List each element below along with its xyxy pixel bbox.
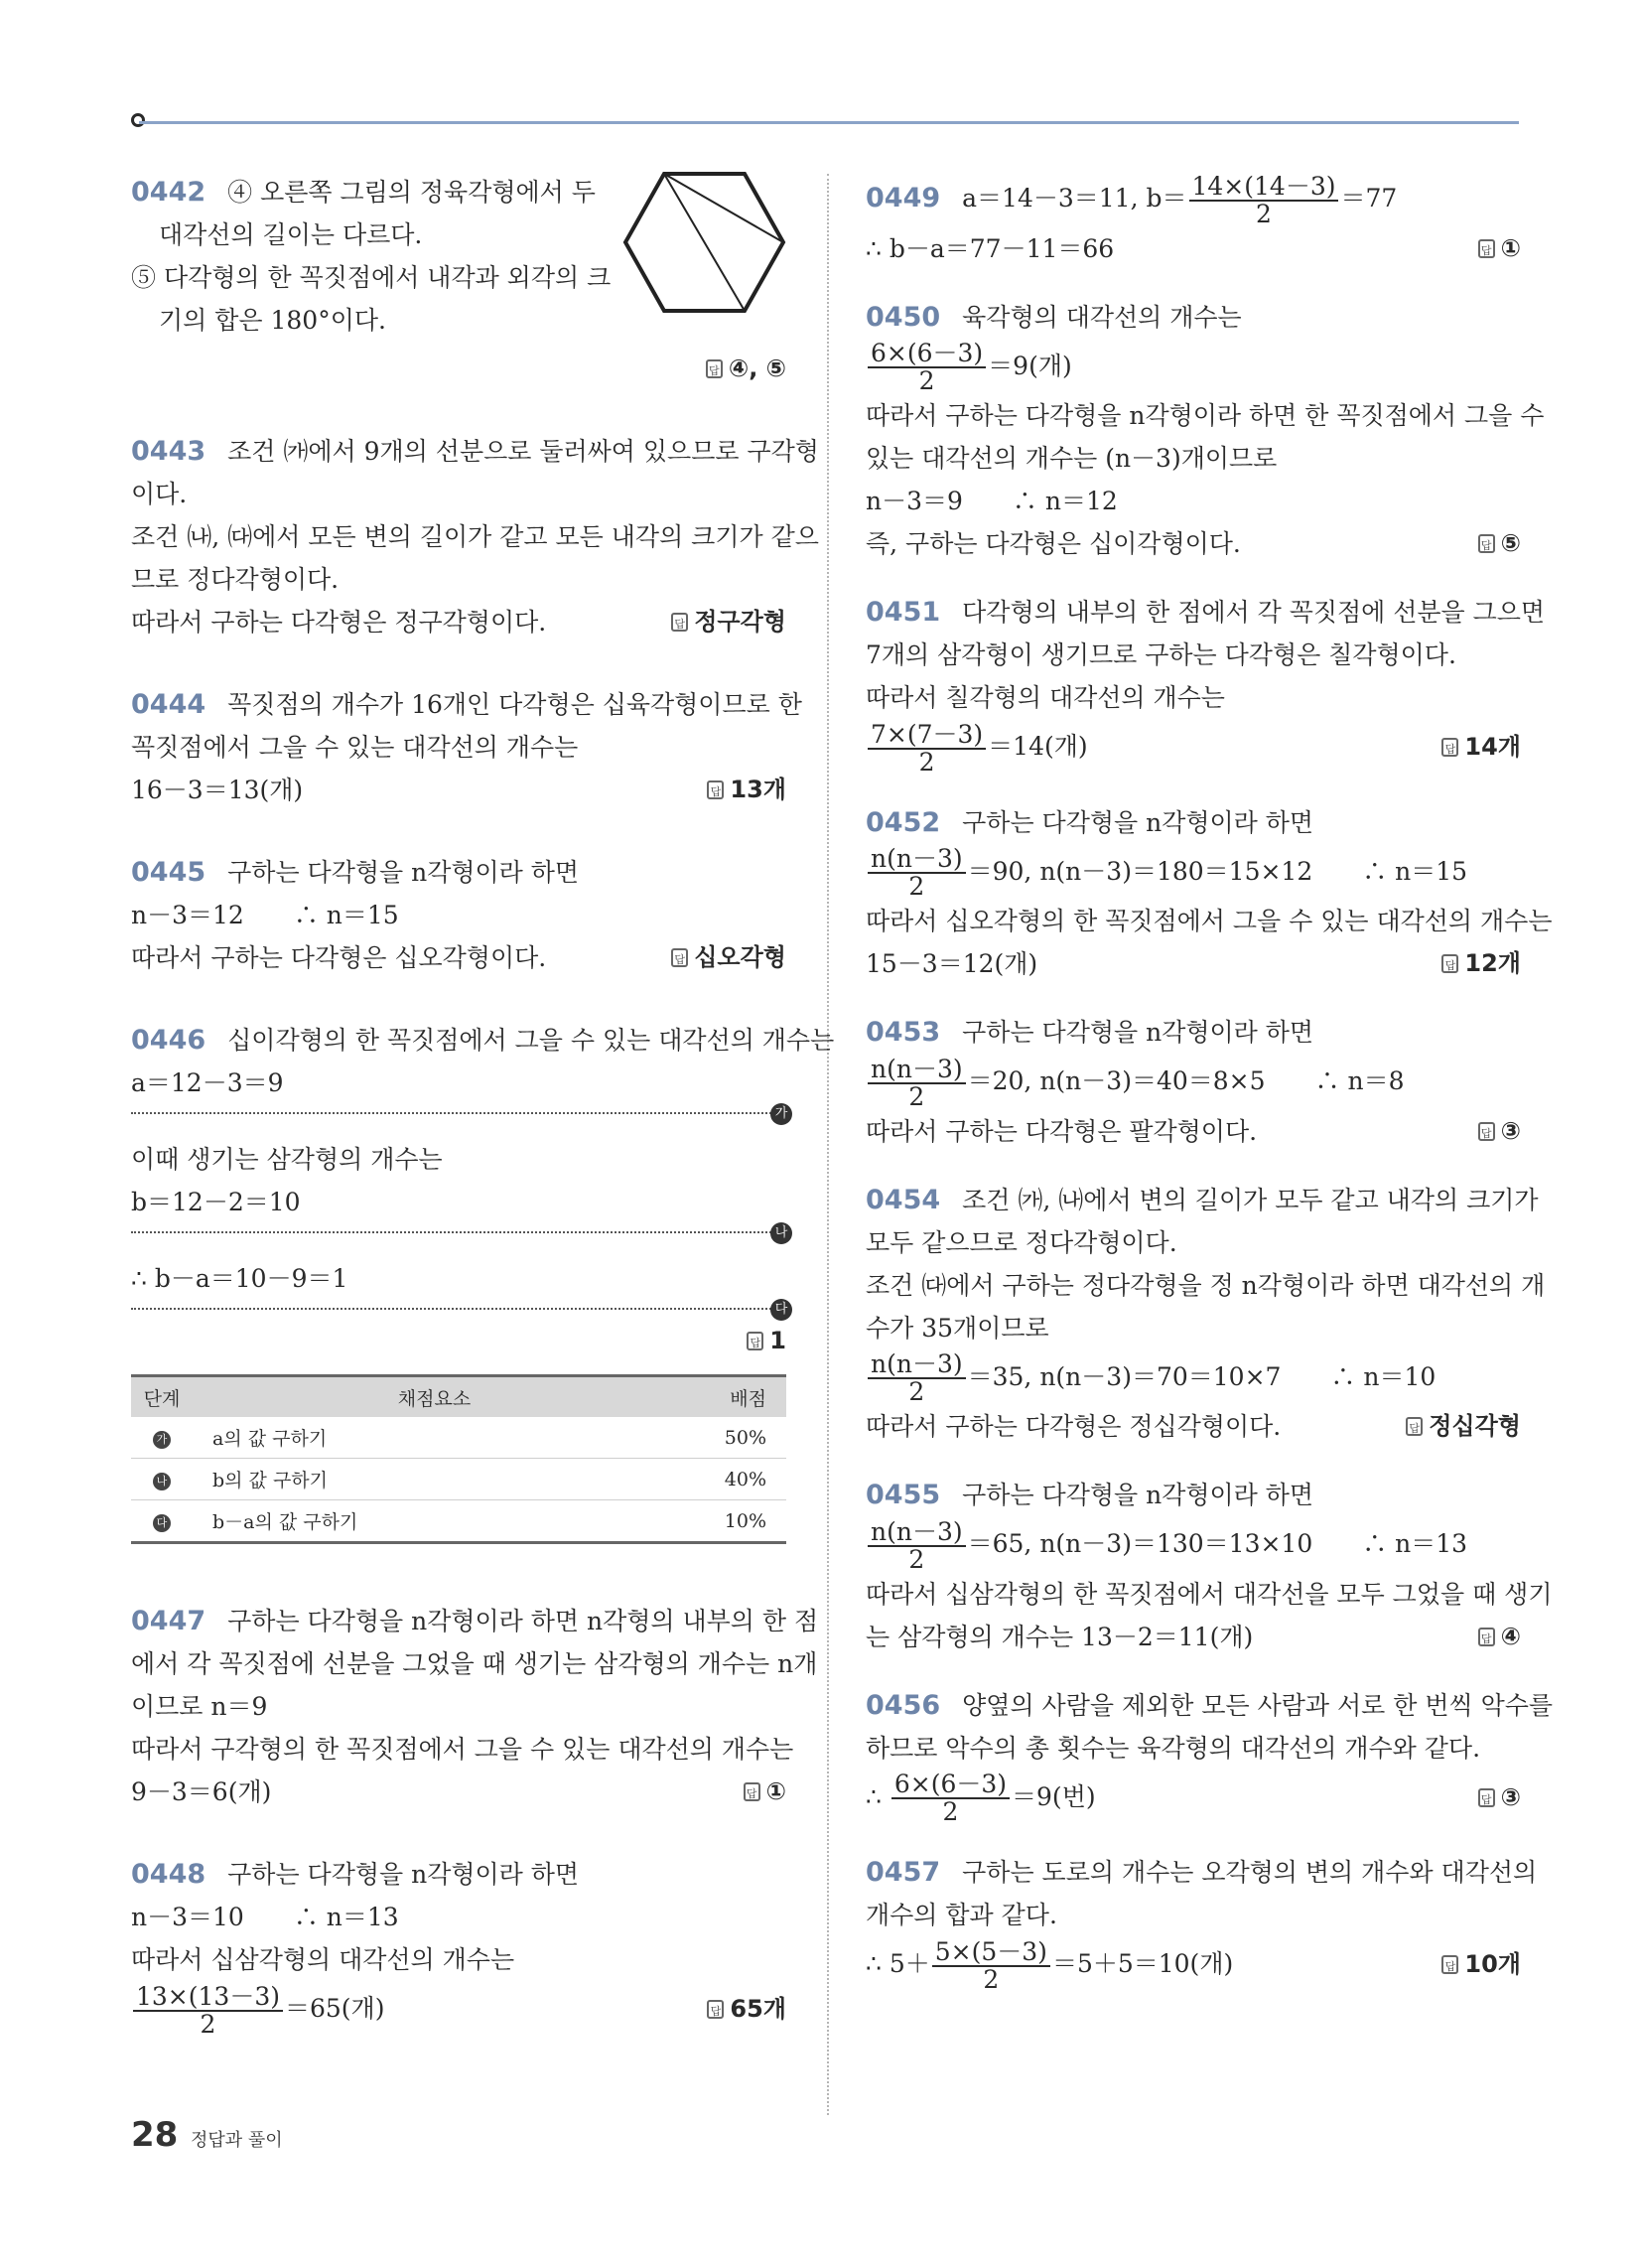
answer-icon: 답: [671, 948, 688, 967]
table-row: [131, 1417, 786, 1459]
answer-icon: 답: [1441, 1955, 1458, 1974]
text-line: 9－3＝6(개): [131, 1777, 272, 1806]
text-line: 모두 같으므로 정다각형이다.: [866, 1227, 1177, 1257]
text-line: 수가 35개이므로: [866, 1313, 1049, 1343]
problem-number: 0445: [131, 857, 206, 888]
answer-icon: 답: [1478, 1122, 1495, 1141]
text-line: 따라서 구하는 다각형은 팔각형이다.: [866, 1116, 1258, 1146]
text-line: 16－3＝13(개): [131, 776, 304, 804]
answer-value: 12개: [1464, 949, 1521, 977]
table-cell: 40%: [676, 1459, 786, 1500]
equation-text: ＝9(개): [988, 351, 1072, 380]
text-line: 구하는 다각형을 n각형이라 하면 n각형의 내부의 한 점: [227, 1607, 819, 1635]
text-line: 구하는 다각형을 n각형이라 하면: [962, 1481, 1314, 1509]
step-divider: [131, 1082, 788, 1121]
equation-text: ∴ 5＋: [866, 1949, 930, 1978]
answer-value: ⑤: [1500, 529, 1521, 557]
answer: [1478, 1770, 1521, 1825]
text-line: 따라서 구하는 다각형은 정구각형이다.: [131, 608, 547, 637]
text-line: 는 삼각형의 개수는 13－2＝11(개): [866, 1622, 1254, 1651]
problem-0449: [866, 171, 1521, 270]
text-line: 이때 생기는 삼각형의 개수는: [131, 1145, 443, 1174]
problem-0455: [866, 1474, 1553, 1658]
step-badge: 나: [153, 1473, 171, 1490]
fraction: [1189, 171, 1339, 228]
text-line: 15－3＝12(개): [866, 949, 1038, 978]
step-badge: 다: [770, 1299, 792, 1321]
answer-value: 정십각형: [1429, 1412, 1521, 1440]
answer: [1441, 719, 1521, 775]
fraction: [868, 1516, 966, 1574]
equation-text: ＝35, n(n－3)＝70＝10×7 ∴ n＝10: [967, 1361, 1437, 1391]
problem-0444: [131, 683, 802, 811]
answer: [1406, 1405, 1521, 1448]
text-line: 따라서 구각형의 한 꼭짓점에서 그을 수 있는 대각선의 개수는: [131, 1735, 794, 1764]
problem-number: 0450: [866, 301, 941, 333]
equation-text: ＝9(번): [1012, 1781, 1096, 1811]
problem-number: 0455: [866, 1480, 941, 1510]
problem-number: 0457: [866, 1857, 941, 1888]
answer-value: ③: [1500, 1782, 1521, 1811]
problem-0454: [866, 1179, 1546, 1449]
answer-value: ④, ⑤: [728, 354, 786, 382]
problem-number: 0444: [131, 689, 206, 720]
problem-0457: [866, 1851, 1538, 1994]
denominator: 2: [1256, 199, 1272, 228]
numerator: n(n－3): [868, 846, 966, 874]
equation-text: ＝77: [1340, 184, 1398, 213]
text-line: 에서 각 꼭짓점에 선분을 그었을 때 생기는 삼각형의 개수는 n개: [131, 1649, 818, 1678]
answer-value: ④: [1500, 1622, 1521, 1650]
denominator: 2: [908, 1377, 925, 1406]
answer: [1441, 942, 1521, 985]
text-line: 다각형의 내부의 한 점에서 각 꼭짓점에 선분을 그으면: [962, 598, 1546, 627]
problem-0453: [866, 1011, 1521, 1153]
equation-text: a＝14－3＝11, b＝: [962, 184, 1187, 213]
equation-text: ＝20, n(n－3)＝40＝8×5 ∴ n＝8: [967, 1066, 1405, 1095]
answer-icon: 답: [744, 1782, 760, 1801]
text-line: 따라서 구하는 다각형은 정십각형이다.: [866, 1412, 1282, 1441]
answer-icon: 답: [707, 780, 724, 799]
problem-0448: [131, 1853, 786, 2038]
grading-table: [131, 1374, 786, 1544]
table-cell: 10%: [676, 1500, 786, 1543]
table-cell: b의 값 구하기: [193, 1459, 676, 1500]
text-line: 조건 ㈐에서 구하는 정다각형을 정 n각형이라 하면 대각선의 개: [866, 1270, 1546, 1300]
left-column: [131, 171, 835, 2039]
text-line: 즉, 구하는 다각형은 십이각형이다.: [866, 529, 1241, 558]
equation-text: ∴: [866, 1781, 889, 1811]
numerator: n(n－3): [868, 1057, 966, 1084]
problem-0452: [866, 801, 1553, 986]
denominator: 2: [908, 1081, 925, 1111]
text-line: 꼭짓점에서 그을 수 있는 대각선의 개수는: [131, 733, 579, 762]
denominator: 2: [918, 747, 935, 777]
answer: [131, 1320, 786, 1362]
fraction: [868, 719, 986, 777]
answer-value: 정구각형: [694, 608, 786, 636]
text-line: 므로 정다각형이다.: [131, 565, 340, 594]
problem-number: 0442: [131, 177, 206, 208]
text-line: 이다.: [131, 480, 188, 508]
problem-0450: [866, 296, 1545, 566]
answer-icon: 답: [747, 1332, 763, 1350]
numerator: n(n－3): [868, 1519, 966, 1547]
step-badge: 나: [770, 1222, 792, 1244]
header-rule: [139, 121, 1519, 124]
answer-value: 65개: [730, 1995, 786, 2023]
text-line: 따라서 십삼각형의 대각선의 개수는: [131, 1945, 515, 1974]
answer-icon: 답: [1478, 239, 1495, 258]
text-line: 따라서 구하는 다각형은 십오각형이다.: [131, 943, 547, 972]
answer: [707, 769, 786, 811]
denominator: 2: [200, 2009, 216, 2039]
answer: [1478, 522, 1521, 565]
problem-number: 0456: [866, 1689, 941, 1721]
numerator: 6×(6－3): [868, 341, 986, 368]
answer-value: 십오각형: [694, 943, 786, 971]
answer-icon: 답: [671, 613, 688, 632]
text-line: ④ 오른쪽 그림의 정육각형에서 두: [227, 178, 596, 207]
table-cell: 50%: [676, 1417, 786, 1459]
text-line: a＝12－3＝9: [131, 1068, 284, 1097]
text-line: 따라서 칠각형의 대각선의 개수는: [866, 683, 1225, 712]
answer: [131, 348, 786, 390]
denominator: 2: [908, 872, 925, 901]
text-line: 구하는 다각형을 n각형이라 하면: [227, 858, 580, 887]
problem-number: 0454: [866, 1184, 941, 1215]
text-line: 양옆의 사람을 제외한 모든 사람과 서로 한 번씩 악수를: [962, 1690, 1554, 1720]
problem-0446: [131, 1019, 835, 1544]
text-line: n－3＝9 ∴ n＝12: [866, 487, 1118, 515]
equation-text: ＝65, n(n－3)＝130＝13×10 ∴ n＝13: [967, 1529, 1468, 1558]
fraction: [868, 341, 986, 394]
column-divider: [827, 174, 829, 2115]
problem-number: 0447: [131, 1606, 206, 1636]
text-line: 구하는 다각형을 n각형이라 하면: [962, 807, 1314, 837]
denominator: 2: [983, 1964, 1000, 1994]
text-line: ∴ b－a＝10－9＝1: [131, 1264, 348, 1293]
numerator: 14×(14－3): [1189, 174, 1339, 202]
answer: [1441, 1936, 1521, 1992]
answer-value: 10개: [1464, 1950, 1521, 1978]
problem-0445: [131, 851, 786, 979]
table-row: [131, 1459, 786, 1500]
answer: [744, 1771, 786, 1813]
fraction: [891, 1772, 1010, 1825]
fraction: [868, 846, 966, 900]
text-line: 대각선의 길이는 다르다.: [159, 220, 423, 249]
text-line: 따라서 십오각형의 한 꼭짓점에서 그을 수 있는 대각선의 개수는: [866, 907, 1553, 935]
problem-0451: [866, 591, 1546, 777]
numerator: 13×(13－3): [133, 1984, 283, 2012]
answer: [707, 1981, 786, 2037]
denominator: 2: [918, 366, 935, 395]
table-header: 단계: [131, 1376, 193, 1418]
text-line: n－3＝12 ∴ n＝15: [131, 901, 399, 929]
problem-number: 0452: [866, 806, 941, 838]
equation-text: ＝65(개): [284, 1994, 385, 2023]
problem-number: 0449: [866, 183, 941, 213]
equation-text: ＝5＋5＝10(개): [1051, 1949, 1234, 1978]
fraction: [932, 1936, 1050, 1994]
answer-icon: 답: [707, 2000, 724, 2019]
text-line: 개수의 합과 같다.: [866, 1901, 1057, 1929]
answer-icon: 답: [1478, 1788, 1495, 1807]
answer: [1478, 1110, 1521, 1153]
problem-number: 0451: [866, 597, 941, 628]
problem-0447: [131, 1600, 819, 1813]
answer-icon: 답: [1441, 954, 1458, 973]
answer: [1478, 227, 1521, 270]
problem-0456: [866, 1684, 1554, 1826]
step-divider: [131, 1278, 788, 1317]
footer-label: 정답과 풀이: [191, 2130, 283, 2151]
denominator: 2: [908, 1544, 925, 1574]
problem-number: 0453: [866, 1017, 941, 1048]
text-line: 기의 합은 180°이다.: [159, 306, 386, 335]
text-line: 조건 ㈏, ㈐에서 모든 변의 길이가 같고 모든 내각의 크기가 같으: [131, 522, 819, 551]
answer-icon: 답: [1478, 534, 1495, 553]
problem-number: 0446: [131, 1025, 206, 1056]
fraction: [868, 1351, 966, 1405]
hexagon-figure: [622, 171, 786, 315]
answer: [671, 601, 786, 643]
answer-value: ③: [1500, 1116, 1521, 1145]
text-line: 구하는 다각형을 n각형이라 하면: [227, 1860, 580, 1889]
text-line: b＝12－2＝10: [131, 1188, 301, 1216]
text-line: 하므로 악수의 총 횟수는 육각형의 대각선의 개수와 같다.: [866, 1733, 1481, 1763]
text-line: ⑤ 다각형의 한 꼭짓점에서 내각과 외각의 크: [131, 263, 612, 292]
text-line: 7개의 삼각형이 생기므로 구하는 다각형은 칠각형이다.: [866, 640, 1456, 669]
answer-value: ①: [765, 1777, 786, 1805]
answer-value: ①: [1500, 233, 1521, 262]
table-row: [131, 1500, 786, 1543]
answer-icon: 답: [706, 359, 723, 378]
text-line: 육각형의 대각선의 개수는: [962, 302, 1242, 332]
answer-icon: 답: [1441, 738, 1458, 757]
text-line: n－3＝10 ∴ n＝13: [131, 1903, 399, 1931]
step-badge: 다: [153, 1514, 171, 1532]
numerator: n(n－3): [868, 1351, 966, 1379]
text-line: 있는 대각선의 개수는 (n－3)개이므로: [866, 444, 1278, 473]
table-header: 배점: [676, 1376, 786, 1418]
answer-value: 13개: [730, 776, 786, 803]
numerator: 7×(7－3): [868, 722, 986, 750]
fraction: [868, 1054, 966, 1111]
table-cell: b－a의 값 구하기: [193, 1500, 676, 1543]
answer-icon: 답: [1406, 1417, 1423, 1436]
step-badge: 가: [153, 1431, 171, 1449]
text-line: 이므로 n＝9: [131, 1692, 268, 1721]
text-line: 따라서 십삼각형의 한 꼭짓점에서 대각선을 모두 그었을 때 생기: [866, 1579, 1553, 1609]
text-line: 조건 ㈎, ㈏에서 변의 길이가 모두 같고 내각의 크기가: [962, 1185, 1539, 1214]
answer: [1478, 1616, 1521, 1658]
fraction: [133, 1981, 283, 2039]
text-line: ∴ b－a＝77－11＝66: [866, 233, 1115, 263]
numerator: 6×(6－3): [891, 1772, 1010, 1799]
right-column: [866, 171, 1554, 1994]
header-dot: [131, 113, 145, 127]
problem-0443: [131, 430, 819, 643]
answer-value: 1: [769, 1327, 786, 1354]
step-badge: 가: [770, 1103, 792, 1125]
step-divider: [131, 1202, 788, 1240]
answer: [671, 936, 786, 979]
table-cell: a의 값 구하기: [193, 1417, 676, 1459]
denominator: 2: [942, 1797, 959, 1826]
page-number: 28: [131, 2115, 179, 2155]
table-header: 채점요소: [193, 1376, 676, 1418]
equation-text: ＝90, n(n－3)＝180＝15×12 ∴ n＝15: [967, 856, 1468, 886]
equation-text: ＝14(개): [988, 732, 1088, 761]
problem-0442: [131, 171, 786, 390]
text-line: 꼭짓점의 개수가 16개인 다각형은 십육각형이므로 한: [227, 690, 802, 719]
text-line: 조건 ㈎에서 9개의 선분으로 둘러싸여 있으므로 구각형: [227, 437, 819, 466]
text-line: 구하는 도로의 개수는 오각형의 변의 개수와 대각선의: [962, 1858, 1538, 1887]
numerator: 5×(5－3): [932, 1939, 1050, 1967]
answer-icon: 답: [1478, 1628, 1495, 1646]
answer-value: 14개: [1464, 733, 1521, 761]
text-line: 십이각형의 한 꼭짓점에서 그을 수 있는 대각선의 개수는: [227, 1026, 835, 1055]
text-line: 구하는 다각형을 n각형이라 하면: [962, 1018, 1314, 1047]
problem-number: 0448: [131, 1859, 206, 1890]
problem-number: 0443: [131, 436, 206, 467]
text-line: 따라서 구하는 다각형을 n각형이라 하면 한 꼭짓점에서 그을 수: [866, 401, 1545, 430]
